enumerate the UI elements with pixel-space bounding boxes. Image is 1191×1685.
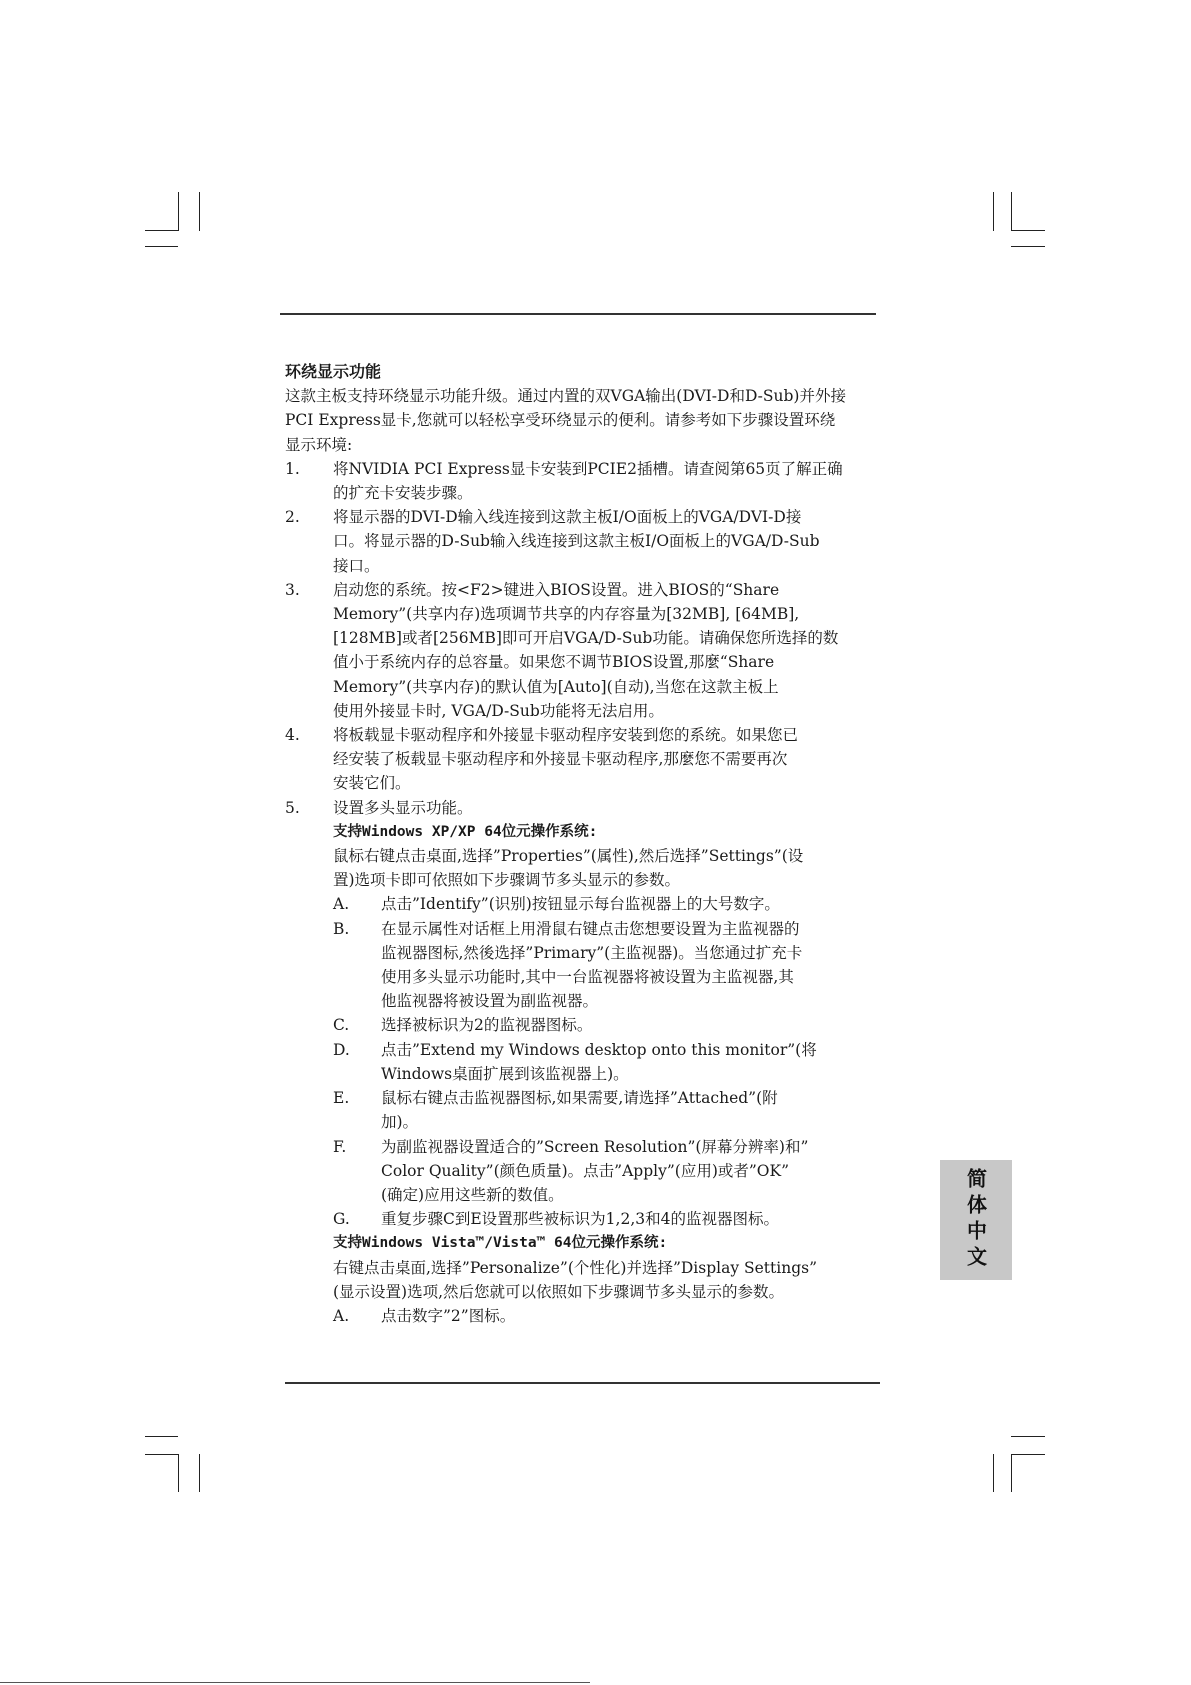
step-2 bbox=[285, 505, 885, 578]
text-line: Memory”(共享内存)的默认值为[Auto](自动),当您在这款主板上 bbox=[333, 677, 779, 696]
text-line: 鼠标右键点击监视器图标,如果需要,请选择”Attached”(附 bbox=[381, 1089, 778, 1108]
text-line: 为副监视器设置适合的”Screen Resolution”(屏幕分辨率)和” bbox=[381, 1137, 809, 1156]
step-number: 5. bbox=[285, 798, 300, 817]
text-line: Memory”(共享内存)选项调节共享的内存容量为[32MB], [64MB], bbox=[333, 605, 800, 624]
item-letter: D. bbox=[333, 1040, 350, 1059]
page-edge-line bbox=[0, 1682, 590, 1683]
item-letter: A. bbox=[333, 1306, 350, 1325]
text-line: 启动您的系统。按<F2>键进入BIOS设置。进入BIOS的“Share bbox=[333, 580, 780, 599]
text-line: 值小于系统内存的总容量。如果您不调节BIOS设置,那麼“Share bbox=[333, 653, 775, 672]
step-number: 1. bbox=[285, 459, 300, 478]
text-line: PCI Express显卡,您就可以轻松享受环绕显示的便利。请参考如下步骤设置环绕 bbox=[285, 411, 836, 430]
text-line: 选择被标识为2的监视器图标。 bbox=[381, 1016, 593, 1035]
text-line: 使用多头显示功能时,其中一台监视器将被设置为主监视器,其 bbox=[381, 968, 794, 987]
text-line: 设置多头显示功能。 bbox=[333, 798, 473, 817]
text-line: 显示环境: bbox=[285, 435, 353, 454]
text-line: 监视器图标,然後选择”Primary”(主监视器)。当您通过扩充卡 bbox=[381, 943, 803, 962]
item-letter: C. bbox=[333, 1016, 350, 1035]
text-line: 置)选项卡即可依照如下步骤调节多头显示的参数。 bbox=[333, 871, 681, 890]
vista-section-title: 支持Windows Vista™/Vista™ 64位元操作系统: bbox=[333, 1235, 668, 1252]
text-line: 点击”Identify”(识别)按钮显示每台监视器上的大号数字。 bbox=[381, 895, 780, 914]
step-number: 2. bbox=[285, 508, 300, 527]
bottom-rule bbox=[285, 1382, 880, 1384]
step-number: 3. bbox=[285, 580, 300, 599]
vista-item-a bbox=[333, 1304, 885, 1328]
step-3 bbox=[285, 578, 885, 723]
vista-section bbox=[333, 1231, 885, 1328]
xp-item-f bbox=[333, 1135, 885, 1208]
text-line: Color Quality”(颜色质量)。点击”Apply”(应用)或者”OK” bbox=[381, 1161, 789, 1180]
text-line: 他监视器将被设置为副监视器。 bbox=[381, 992, 599, 1011]
text-line: 安装它们。 bbox=[333, 774, 411, 793]
xp-item-a bbox=[333, 892, 885, 916]
xp-item-b bbox=[333, 917, 885, 1014]
text-line: 点击数字”2”图标。 bbox=[381, 1306, 516, 1325]
xp-section bbox=[333, 820, 885, 1231]
intro-paragraph bbox=[285, 384, 885, 457]
text-line: 接口。 bbox=[333, 556, 380, 575]
text-line: 使用外接显卡时, VGA/D-Sub功能将无法启用。 bbox=[333, 701, 664, 720]
step-number: 4. bbox=[285, 726, 300, 745]
text-line: 点击”Extend my Windows desktop onto this monitor”(将 bbox=[381, 1040, 817, 1059]
item-letter: G. bbox=[333, 1210, 350, 1229]
step-4 bbox=[285, 723, 885, 796]
step-5 bbox=[285, 796, 885, 820]
xp-item-c bbox=[333, 1013, 885, 1037]
text-line: 将板载显卡驱动程序和外接显卡驱动程序安装到您的系统。如果您已 bbox=[333, 726, 799, 745]
item-letter: B. bbox=[333, 919, 350, 938]
document-body bbox=[285, 360, 885, 1328]
text-line: [128MB]或者[256MB]即可开启VGA/D-Sub功能。请确保您所选择的数 bbox=[333, 629, 839, 648]
language-tab-label: 简体中文 bbox=[963, 1168, 988, 1272]
text-line: 右键点击桌面,选择”Personalize”(个性化)并选择”Display Settings” bbox=[333, 1258, 818, 1277]
text-line: (显示设置)选项,然后您就可以依照如下步骤调节多头显示的参数。 bbox=[333, 1282, 785, 1301]
text-line: 将显示器的DVI-D输入线连接到这款主板I/O面板上的VGA/DVI-D接 bbox=[333, 508, 802, 527]
item-letter: F. bbox=[333, 1137, 347, 1156]
xp-item-d bbox=[333, 1038, 885, 1086]
item-letter: E. bbox=[333, 1089, 350, 1108]
top-rule bbox=[280, 313, 876, 315]
text-line: 加)。 bbox=[381, 1113, 419, 1132]
text-line: Windows桌面扩展到该监视器上)。 bbox=[381, 1064, 629, 1083]
text-line: 的扩充卡安装步骤。 bbox=[333, 484, 473, 503]
text-line: 口。将显示器的D-Sub输入线连接到这款主板I/O面板上的VGA/D-Sub bbox=[333, 532, 820, 551]
text-line: (确定)应用这些新的数值。 bbox=[381, 1185, 564, 1204]
text-line: 将NVIDIA PCI Express显卡安装到PCIE2插槽。请查阅第65页了解正确 bbox=[333, 459, 843, 478]
xp-item-e bbox=[333, 1086, 885, 1134]
section-title: 环绕显示功能 bbox=[285, 362, 382, 381]
xp-section-title: 支持Windows XP/XP 64位元操作系统: bbox=[333, 823, 598, 840]
xp-item-g bbox=[333, 1207, 885, 1231]
text-line: 这款主板支持环绕显示功能升级。通过内置的双VGA输出(DVI-D和D-Sub)并外接 bbox=[285, 387, 846, 406]
text-line: 在显示属性对话框上用滑鼠右键点击您想要设置为主监视器的 bbox=[381, 919, 800, 938]
step-1 bbox=[285, 457, 885, 505]
item-letter: A. bbox=[333, 895, 350, 914]
text-line: 鼠标右键点击桌面,选择”Properties”(属性),然后选择”Settings”(设 bbox=[333, 847, 804, 866]
text-line: 重复步骤C到E设置那些被标识为1,2,3和4的监视器图标。 bbox=[381, 1210, 779, 1229]
text-line: 经安装了板载显卡驱动程序和外接显卡驱动程序,那麼您不需要再次 bbox=[333, 750, 788, 769]
language-tab bbox=[940, 1160, 1012, 1280]
